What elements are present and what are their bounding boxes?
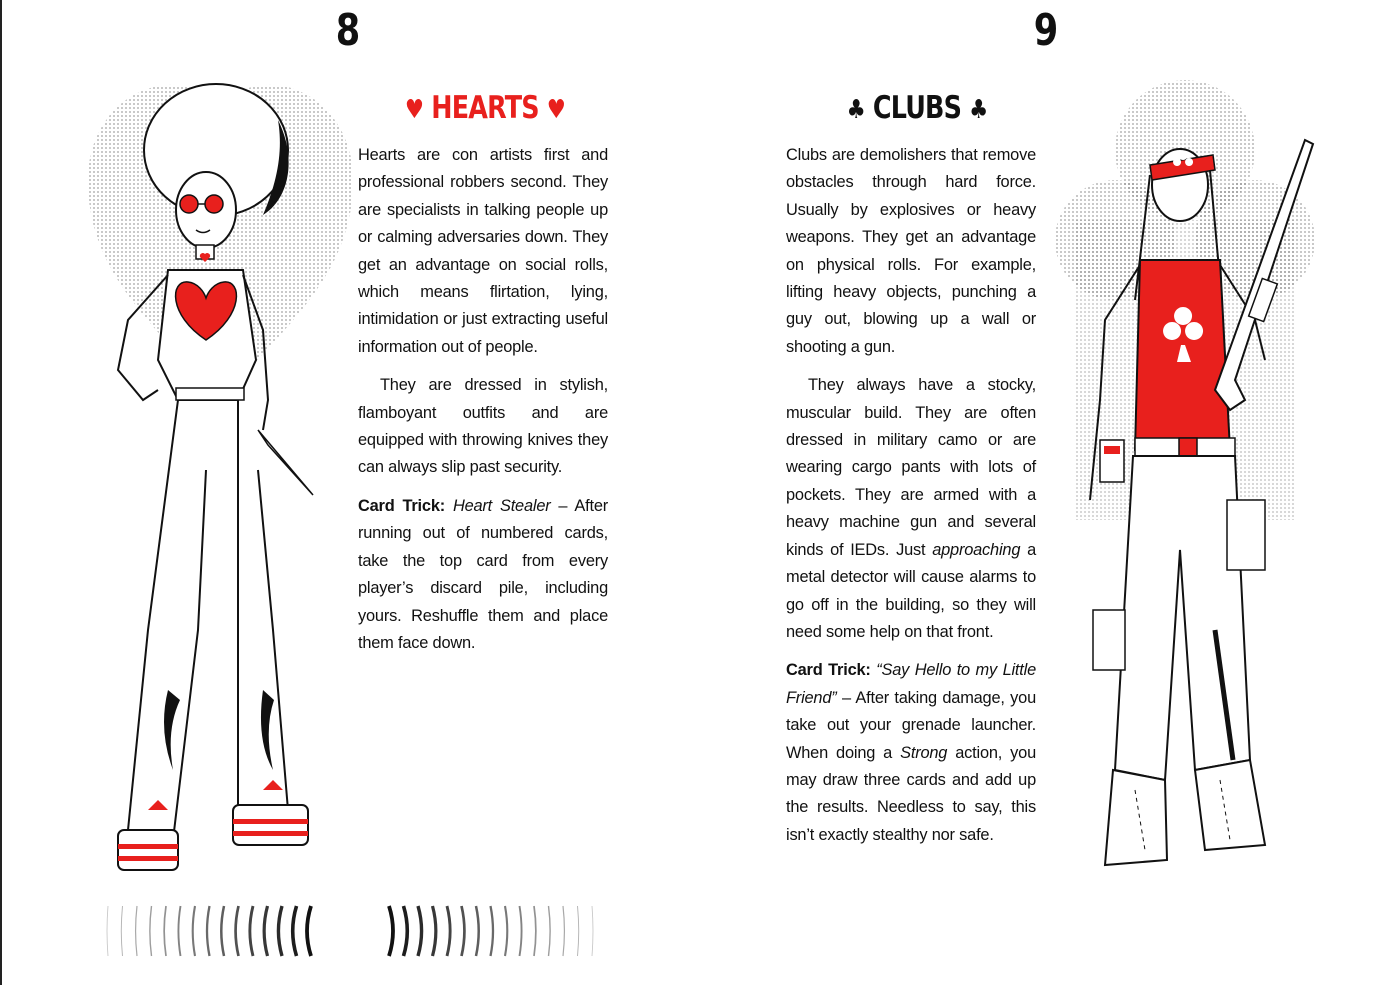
wave-bar [404, 906, 408, 956]
wave-bar [578, 906, 579, 956]
wave-bar [264, 906, 267, 956]
wave-bar [418, 906, 422, 956]
wave-bar [236, 906, 239, 956]
wave-bar [549, 906, 551, 956]
left-page [0, 0, 696, 985]
clubs-body-text [786, 142, 1036, 860]
clubs-heading [835, 86, 999, 132]
wave-bar [447, 906, 450, 956]
hearts-title: HEARTS [431, 90, 539, 126]
wave-bar [491, 906, 494, 956]
card-trick-text-2: action, you may draw three cards and add up the results. Needless to say, this isn’t exactly stealthy nor safe. [786, 743, 1036, 844]
page-number-left: 8 [335, 5, 361, 56]
wave-bar [307, 906, 311, 956]
hearts-body-text [358, 142, 608, 668]
hearts-paragraph-1: Hearts are con artists first and professional robbers second. They are specialists in talking people up or calming adversaries down. They get an advantage on social rolls, which means flirtation, lying, intimidation or just extracting useful information out of people. [358, 146, 608, 356]
clubs-paragraph-2-start: They always have a stocky, muscular build. They are often dressed in military camo or are wearing cargo pants with lots of pockets. They are armed with a heavy machine gun and several kinds of IEDs. Just [786, 376, 1036, 559]
wave-bar [193, 906, 195, 956]
wave-bar [136, 906, 137, 956]
wave-bar [462, 906, 465, 956]
wave-bar [107, 906, 108, 956]
clubs-paragraph-2 [786, 372, 1036, 646]
heart-icon: ♥ [404, 95, 424, 125]
right-page [697, 0, 1393, 985]
page-number-right: 9 [1033, 5, 1059, 56]
wave-bar [150, 906, 152, 956]
club-icon: ♣ [846, 95, 865, 125]
clubs-paragraph-1: Clubs are demolishers that remove obstacles through hard force. Usually by explosives or heavy weapons. They get an advantage on physical rolls. For example, lifting heavy objects, punching a guy out, blowing up a wall or shooting a gun. [786, 146, 1036, 356]
wave-bar [293, 906, 297, 956]
page-number-decoration-left [100, 900, 600, 962]
wave-bar [433, 906, 436, 956]
clubs-paragraph-2-emphasis: approaching [932, 540, 1021, 559]
wave-bar [563, 906, 564, 956]
wave-bar [592, 906, 593, 956]
wave-bar [121, 906, 122, 956]
hearts-card-trick [358, 493, 608, 657]
clubs-card-trick [786, 657, 1036, 849]
card-trick-emphasis: Strong [900, 743, 948, 762]
hearts-character-illustration [88, 70, 353, 885]
hearts-paragraph-2: They are dressed in stylish, flamboyant outfits and are equipped with throwing knives they can always slip past security. [358, 376, 608, 477]
clubs-title: CLUBS [872, 90, 962, 126]
wave-bar [505, 906, 507, 956]
card-trick-name: Heart Stealer [452, 496, 551, 515]
hearts-heading [391, 86, 580, 132]
wave-bar [207, 906, 210, 956]
clubs-paragraph-2-end: a metal detector will cause alarms to go off in the building, so they will need some help on that front. [786, 540, 1037, 641]
card-trick-label: Card Trick: [358, 496, 446, 515]
clubs-character-illustration [1055, 70, 1315, 885]
wave-bar [221, 906, 224, 956]
heart-icon: ♥ [546, 95, 566, 125]
wave-bar [520, 906, 522, 956]
wave-bar [178, 906, 180, 956]
wave-bar [389, 906, 393, 956]
wave-bar [250, 906, 253, 956]
wave-bar [534, 906, 536, 956]
card-trick-name: “Say Hello to my Little Friend” [786, 661, 1037, 707]
wave-bar [278, 906, 282, 956]
wave-bar [164, 906, 166, 956]
wave-bar [476, 906, 479, 956]
card-trick-text: – After running out of numbered cards, take the top card from every player’s discard pile, including yours. Reshuffle them and place them face down. [358, 496, 608, 652]
card-trick-label: Card Trick: [786, 661, 871, 680]
card-trick-text-1: – After taking damage, you take out your grenade launcher. When doing a [786, 688, 1036, 762]
club-icon: ♣ [969, 95, 988, 125]
